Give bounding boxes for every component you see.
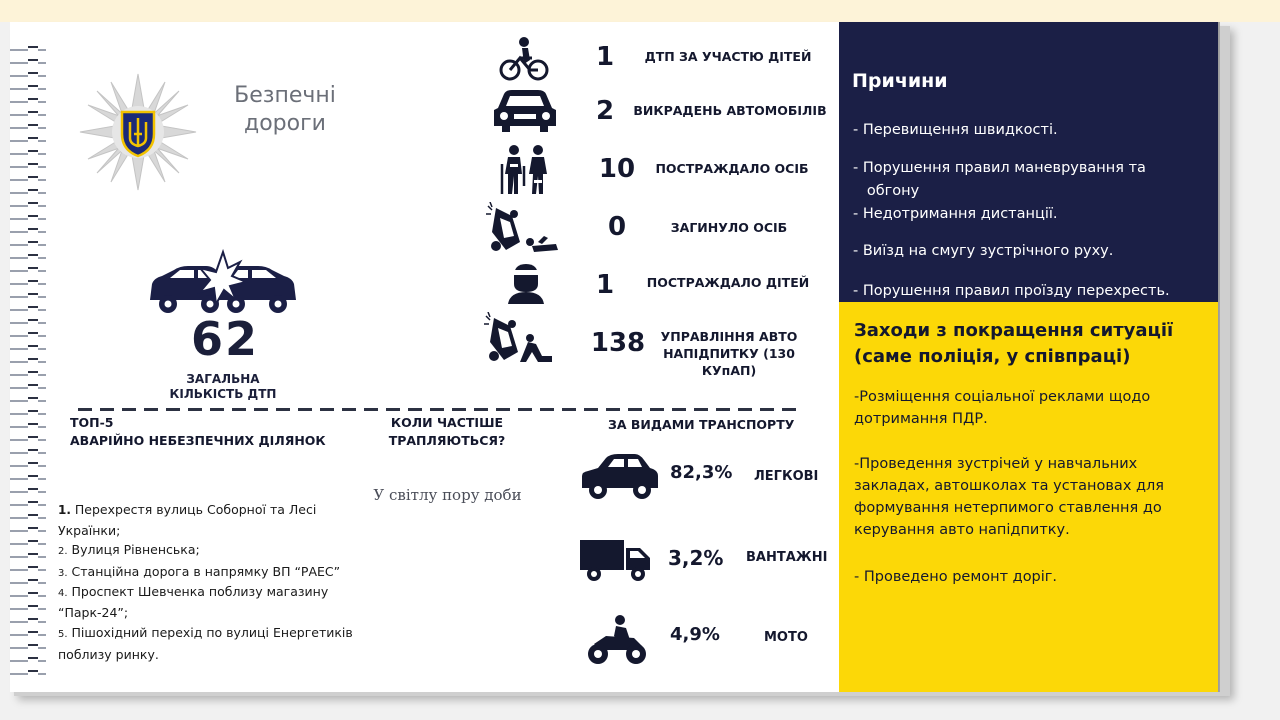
- reason-item: - Порушення правил маневрування та: [853, 160, 1146, 176]
- list-item-continued: “Парк-24”;: [58, 605, 129, 620]
- measure-line: дотримання ПДР.: [854, 411, 988, 427]
- reason-item: - Порушення правил проїзду перехресть.: [853, 283, 1170, 299]
- drunk-driver-icon: [480, 312, 560, 368]
- child-cyclist-icon: [494, 34, 554, 84]
- measure-item: [854, 453, 1214, 541]
- measure-line: -Розміщення соціальної реклами щодо: [854, 389, 1151, 405]
- infographic-slide: [10, 22, 1220, 692]
- when-heading-line-1: КОЛИ ЧАСТІШЕ: [390, 415, 504, 430]
- list-item: [58, 540, 358, 562]
- measures-title: [854, 318, 1214, 370]
- total-crash-label: [138, 372, 308, 402]
- vehicles-heading: ЗА ВИДАМИ ТРАНСПОРТУ: [608, 417, 795, 432]
- vehicle-label-cars: ЛЕГКОВІ: [754, 469, 819, 484]
- list-item: [58, 583, 358, 603]
- vehicle-pct-trucks: 3,2%: [668, 546, 724, 570]
- list-item-text: Пішохідний перехід по вулиці Енергетиків: [71, 625, 353, 640]
- list-item-continued: Українки;: [58, 522, 121, 538]
- measures-title-line-1: Заходи з покращення ситуації: [854, 320, 1174, 341]
- drunk-label-line-1: УПРАВЛІННЯ АВТО: [660, 329, 798, 344]
- list-item: [58, 623, 358, 645]
- list-item-text: Проспект Шевченка поблизу магазину: [71, 584, 329, 599]
- list-item-number: 2.: [58, 546, 68, 557]
- total-crash-count: 62: [190, 312, 259, 366]
- police-star-logo-icon: [78, 72, 198, 192]
- list-item-number: 5.: [58, 629, 68, 640]
- when-value: У світлу пору доби: [373, 486, 522, 504]
- list-item-continued: поблизу ринку.: [58, 647, 159, 662]
- reasons-panel: [839, 22, 1220, 302]
- car-front-icon: [490, 86, 560, 136]
- measure-line: формування нетерпимого ставлення до: [854, 500, 1162, 516]
- motorcycle-icon: [586, 614, 648, 666]
- stat-value-injured: 10: [598, 154, 636, 184]
- list-item-number: 4.: [58, 588, 68, 599]
- vehicle-label-trucks: ВАНТАЖНІ: [746, 550, 828, 565]
- car-icon: [578, 452, 662, 500]
- list-item: [58, 500, 358, 521]
- brand-line-2: дороги: [244, 111, 326, 136]
- reason-item: - Перевищення швидкості.: [853, 122, 1058, 138]
- list-item-text: Вулиця Рівненська;: [71, 542, 200, 557]
- measures-panel: [839, 302, 1220, 692]
- accident-victim-icon: [482, 202, 562, 258]
- measure-line: -Проведення зустрічей у навчальних: [854, 456, 1138, 472]
- list-item-text: Перехрестя вулиць Соборної та Лесі: [74, 502, 317, 517]
- injured-people-icon: [496, 144, 556, 196]
- reason-item: - Недотримання дистанції.: [853, 206, 1058, 222]
- stat-value-injured-children: 1: [595, 270, 615, 300]
- reason-item-continued: обгону: [853, 183, 920, 199]
- measure-line: закладах, автошколах та установах для: [854, 478, 1165, 494]
- truck-icon: [578, 538, 654, 582]
- reasons-title: Причини: [852, 70, 948, 92]
- measure-line: керування авто напідпитку.: [854, 522, 1070, 538]
- measure-item: [854, 386, 1214, 430]
- list-item-number: 3.: [58, 567, 68, 579]
- dashed-divider: [78, 408, 804, 411]
- top5-list: [58, 500, 358, 665]
- top5-heading: [70, 414, 340, 450]
- spiral-binding: [10, 42, 46, 682]
- total-label-line-2: КІЛЬКІСТЬ ДТП: [169, 387, 277, 401]
- brand-title: [210, 82, 360, 138]
- stat-value-deaths: 0: [607, 212, 627, 242]
- list-item-text: Станційна дорога в напрямку ВП “РАЕС”: [71, 563, 341, 579]
- top5-heading-line-1: ТОП-5: [70, 415, 114, 430]
- vehicle-label-moto: МОТО: [764, 630, 808, 645]
- drunk-label-line-2: НАПІДПИТКУ (130 КУпАП): [663, 346, 795, 378]
- stat-value-drunk-driving: 138: [590, 328, 646, 358]
- injured-child-icon: [504, 262, 548, 304]
- brand-line-1: Безпечні: [234, 83, 336, 108]
- list-item: [58, 562, 358, 584]
- measure-item: - Проведено ремонт доріг.: [854, 569, 1058, 585]
- vehicle-pct-cars: 82,3%: [670, 462, 733, 483]
- when-heading: [372, 414, 522, 450]
- stat-label-injured-children: ПОСТРАЖДАЛО ДІТЕЙ: [646, 275, 810, 290]
- total-label-line-1: ЗАГАЛЬНА: [186, 372, 260, 386]
- measures-title-line-2: (саме поліція, у співпраці): [854, 346, 1131, 367]
- stat-value-car-thefts: 2: [595, 96, 615, 126]
- list-item-number: 1.: [58, 503, 71, 517]
- slide-edge: [1218, 22, 1220, 692]
- vehicle-pct-moto: 4,9%: [670, 624, 720, 645]
- stat-label-child-accidents: ДТП ЗА УЧАСТЮ ДІТЕЙ: [644, 49, 812, 64]
- stat-label-car-thefts: ВИКРАДЕНЬ АВТОМОБІЛІВ: [633, 103, 827, 118]
- stat-label-deaths: ЗАГИНУЛО ОСІБ: [670, 220, 788, 235]
- top5-heading-line-2: АВАРІЙНО НЕБЕЗПЕЧНИХ ДІЛЯНОК: [70, 433, 326, 448]
- stat-label-injured: ПОСТРАЖДАЛО ОСІБ: [655, 161, 809, 176]
- reason-item: - Виїзд на смугу зустрічного руху.: [853, 243, 1114, 259]
- when-heading-line-2: ТРАПЛЯЮТЬСЯ?: [388, 433, 506, 448]
- stat-value-child-accidents: 1: [595, 42, 615, 72]
- stat-label-drunk-driving: [634, 328, 824, 379]
